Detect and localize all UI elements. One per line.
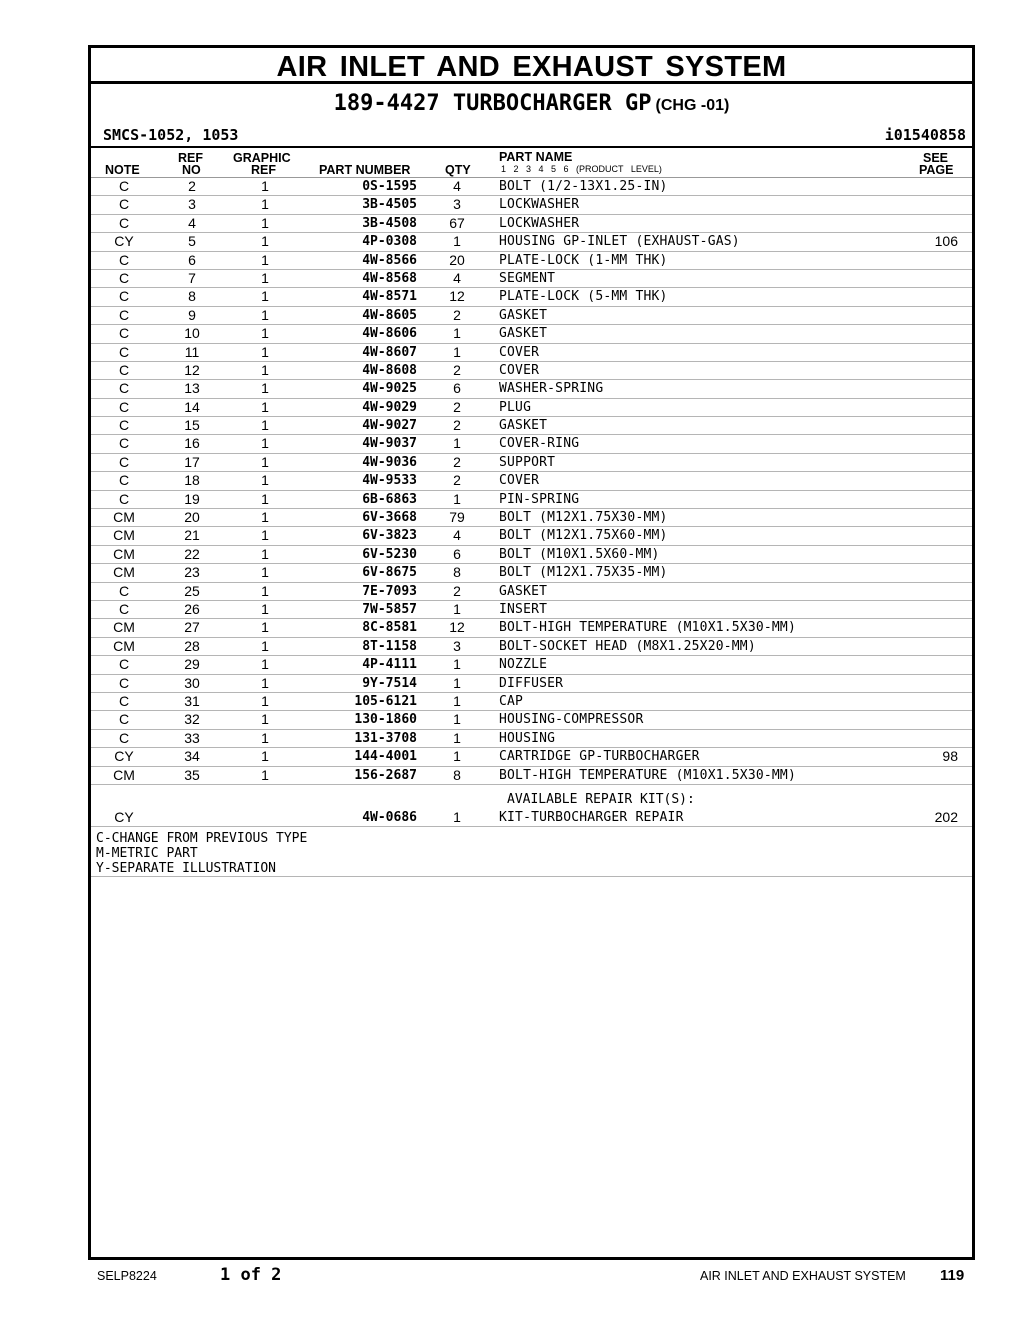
qty-cell: 20 — [449, 251, 465, 268]
part-number-cell: 6V-3823 — [362, 528, 417, 544]
part-number-cell: 144-4001 — [354, 749, 417, 765]
qty-cell: 1 — [453, 325, 461, 342]
table-row — [91, 307, 972, 325]
part-name-cell: COVER-RING — [499, 436, 580, 452]
part-name-cell: BOLT-HIGH TEMPERATURE (M10X1.5X30-MM) — [499, 620, 796, 636]
qty-cell: 2 — [453, 582, 461, 599]
ref-no-cell: 16 — [184, 435, 200, 452]
part-number-cell: 6V-3668 — [362, 510, 417, 526]
smcs-row — [91, 124, 972, 148]
table-row — [91, 270, 972, 288]
part-number-cell: 130-1860 — [354, 712, 417, 728]
note-cell: C — [118, 711, 130, 728]
qty-cell: 2 — [453, 398, 461, 415]
part-name-cell: CAP — [499, 693, 524, 709]
qty-cell: 8 — [453, 564, 461, 581]
ref-no-cell: 28 — [184, 637, 200, 654]
table-row — [91, 809, 972, 827]
graphic-ref-cell: 1 — [261, 361, 269, 378]
note-cell: C — [118, 178, 130, 194]
note-cell: CY — [114, 748, 134, 765]
qty-cell: 1 — [453, 435, 461, 452]
part-name-cell: LOCKWASHER — [499, 197, 580, 213]
part-name-cell: SEGMENT — [499, 270, 556, 286]
table-row — [91, 675, 972, 693]
table-row — [91, 748, 972, 766]
part-name-cell: DIFFUSER — [499, 675, 564, 691]
part-name-cell: BOLT-SOCKET HEAD (M8X1.25X20-MM) — [499, 638, 756, 654]
group-subtitle — [91, 84, 972, 124]
qty-cell: 79 — [449, 509, 465, 526]
ref-no-cell: 21 — [184, 527, 200, 544]
part-number-cell: 4W-8607 — [362, 344, 417, 360]
ref-no-cell: 3 — [188, 196, 196, 213]
table-row — [91, 178, 972, 196]
part-name-cell: COVER — [499, 362, 540, 378]
repair-kit-heading-row — [91, 785, 972, 809]
part-number-cell: 7W-5857 — [362, 601, 417, 617]
table-row — [91, 233, 972, 251]
part-number-cell: 105-6121 — [354, 693, 417, 709]
part-number-cell: 4W-9027 — [362, 418, 417, 434]
qty-cell: 2 — [453, 472, 461, 489]
ref-no-cell: 17 — [184, 453, 200, 470]
part-name-cell: NOZZLE — [499, 657, 548, 673]
part-name-cell: GASKET — [499, 326, 548, 342]
part-name-cell: PIN-SPRING — [499, 491, 580, 507]
ref-no-cell: 9 — [188, 306, 196, 323]
part-name-cell: BOLT (1/2-13X1.25-IN) — [499, 179, 668, 194]
note-cell: C — [118, 656, 130, 673]
note-cell: CY — [114, 808, 134, 825]
graphic-ref-cell: 1 — [261, 490, 269, 507]
ref-no-cell: 6 — [188, 251, 196, 268]
part-number-cell: 4W-8571 — [362, 289, 417, 305]
part-number-cell: 4W-8568 — [362, 270, 417, 286]
part-name-cell: INSERT — [499, 601, 548, 617]
graphic-ref-cell: 1 — [261, 692, 269, 709]
qty-cell: 4 — [453, 527, 461, 544]
qty-cell: 1 — [453, 600, 461, 617]
ref-no-cell: 32 — [184, 711, 200, 728]
part-number-cell: 8T-1158 — [362, 638, 417, 654]
table-row — [91, 215, 972, 233]
graphic-ref-cell: 1 — [261, 472, 269, 489]
ref-no-cell: 27 — [184, 619, 200, 636]
part-number-cell: 4W-9029 — [362, 399, 417, 415]
graphic-ref-cell: 1 — [261, 729, 269, 746]
note-cell: C — [118, 306, 130, 323]
qty-cell: 1 — [453, 748, 461, 765]
ref-no-cell: 11 — [184, 343, 200, 360]
footer-page-number: 119 — [940, 1267, 965, 1284]
note-cell: C — [118, 674, 130, 691]
graphic-ref-cell: 1 — [261, 453, 269, 470]
ref-no-cell: 29 — [184, 656, 200, 673]
part-name-cell: BOLT (M12X1.75X35-MM) — [499, 565, 668, 581]
graphic-ref-cell: 1 — [261, 288, 269, 305]
note-cell: C — [118, 692, 130, 709]
note-cell: C — [118, 325, 130, 342]
part-name-cell: GASKET — [499, 583, 548, 599]
part-number-cell: 8C-8581 — [362, 620, 417, 636]
table-row — [91, 491, 972, 509]
see-page-cell: 98 — [942, 748, 958, 765]
part-number-cell: 4P-0308 — [362, 234, 417, 250]
note-cell: CM — [113, 637, 135, 654]
qty-cell: 2 — [453, 417, 461, 434]
part-name-cell: KIT-TURBOCHARGER REPAIR — [499, 809, 684, 825]
graphic-ref-cell: 1 — [261, 656, 269, 673]
part-name-cell: BOLT-HIGH TEMPERATURE (M10X1.5X30-MM) — [499, 767, 796, 783]
note-cell: C — [118, 729, 130, 746]
part-name-cell: HOUSING-COMPRESSOR — [499, 712, 644, 728]
qty-cell: 8 — [453, 766, 461, 783]
graphic-ref-cell: 1 — [261, 214, 269, 231]
graphic-ref-cell: 1 — [261, 196, 269, 213]
qty-cell: 1 — [453, 233, 461, 250]
part-name-cell: BOLT (M12X1.75X60-MM) — [499, 528, 668, 544]
graphic-ref-cell: 1 — [261, 748, 269, 765]
qty-cell: 1 — [453, 808, 461, 825]
note-cell: C — [118, 269, 130, 286]
table-row — [91, 380, 972, 398]
ref-no-cell: 5 — [188, 233, 196, 250]
col-qty: QTY — [445, 163, 471, 177]
qty-cell: 1 — [453, 490, 461, 507]
table-row — [91, 546, 972, 564]
part-name-cell: COVER — [499, 344, 540, 360]
graphic-ref-cell: 1 — [261, 269, 269, 286]
part-number-cell: 131-3708 — [354, 730, 417, 746]
part-number-cell: 0S-1595 — [362, 179, 417, 194]
ref-no-cell: 35 — [184, 766, 200, 783]
table-row — [91, 325, 972, 343]
ref-no-cell: 30 — [184, 674, 200, 691]
part-name-cell: PLATE-LOCK (1-MM THK) — [499, 252, 668, 268]
ref-no-cell: 14 — [184, 398, 200, 415]
note-cell: CY — [114, 233, 134, 250]
part-number-cell: 4W-9025 — [362, 381, 417, 397]
note-cell: C — [118, 361, 130, 378]
part-number-cell: 6B-6863 — [362, 491, 417, 507]
qty-cell: 1 — [453, 656, 461, 673]
part-number-cell: 4W-8605 — [362, 307, 417, 323]
part-number-cell: 4W-9036 — [362, 454, 417, 470]
qty-cell: 1 — [453, 674, 461, 691]
graphic-ref-cell: 1 — [261, 435, 269, 452]
graphic-ref-cell: 1 — [261, 325, 269, 342]
qty-cell: 12 — [449, 619, 465, 636]
note-cell: CM — [113, 509, 135, 526]
graphic-ref-cell: 1 — [261, 545, 269, 562]
part-name-cell: BOLT (M12X1.75X30-MM) — [499, 510, 668, 526]
part-number-cell: 4P-4111 — [362, 657, 417, 673]
col-graphic-bottom: REF — [251, 163, 276, 177]
part-name-cell: HOUSING GP-INLET (EXHAUST-GAS) — [499, 234, 740, 250]
footer-doc-code: SELP8224 — [97, 1269, 157, 1283]
graphic-ref-cell: 1 — [261, 674, 269, 691]
graphic-ref-cell: 1 — [261, 233, 269, 250]
qty-cell: 2 — [453, 361, 461, 378]
legend-note: Y-SEPARATE ILLUSTRATION — [96, 861, 277, 877]
graphic-ref-cell: 1 — [261, 766, 269, 783]
qty-cell: 1 — [453, 711, 461, 728]
graphic-ref-cell: 1 — [261, 398, 269, 415]
col-see-bottom: PAGE — [919, 163, 954, 177]
footer-page-of: 1 of 2 — [220, 1265, 282, 1285]
graphic-ref-cell: 1 — [261, 251, 269, 268]
legend-note: M-METRIC PART — [96, 846, 198, 862]
table-row — [91, 564, 972, 582]
ref-no-cell: 4 — [188, 214, 196, 231]
note-cell: CM — [113, 564, 135, 581]
parts-table-body — [91, 178, 972, 785]
part-number-cell: 3B-4508 — [362, 215, 417, 231]
col-graphic-top: GRAPHIC — [233, 151, 291, 165]
part-number-cell: 7E-7093 — [362, 583, 417, 599]
part-name-cell: GASKET — [499, 418, 548, 434]
graphic-ref-cell: 1 — [261, 417, 269, 434]
ref-no-cell: 26 — [184, 600, 200, 617]
qty-cell: 4 — [453, 269, 461, 286]
see-page-cell: 106 — [934, 233, 958, 250]
part-name-cell: PLUG — [499, 399, 532, 415]
ref-no-cell: 2 — [188, 178, 196, 194]
note-cell: C — [118, 343, 130, 360]
part-name-cell: LOCKWASHER — [499, 215, 580, 231]
part-name-cell: HOUSING — [499, 730, 556, 746]
graphic-ref-cell: 1 — [261, 637, 269, 654]
table-row — [91, 527, 972, 545]
note-cell: C — [118, 472, 130, 489]
qty-cell: 6 — [453, 380, 461, 397]
table-row — [91, 399, 972, 417]
part-name-cell: PLATE-LOCK (5-MM THK) — [499, 289, 668, 305]
col-part-name: PART NAME — [499, 150, 573, 164]
page-footer — [0, 1262, 1020, 1292]
ref-no-cell: 10 — [184, 325, 200, 342]
ref-no-cell: 31 — [184, 692, 200, 709]
col-product-levels: 1 2 3 4 5 6 (PRODUCT LEVEL) — [501, 164, 662, 174]
group-part-title: 189-4427 TURBOCHARGER GP — [333, 91, 652, 116]
ref-no-cell: 19 — [184, 490, 200, 507]
repair-kit-heading: AVAILABLE REPAIR KIT(S): — [507, 791, 695, 807]
part-name-cell: COVER — [499, 473, 540, 489]
part-name-cell: WASHER-SPRING — [499, 381, 604, 397]
note-cell: C — [118, 417, 130, 434]
qty-cell: 6 — [453, 545, 461, 562]
graphic-ref-cell: 1 — [261, 509, 269, 526]
part-name-cell: BOLT (M10X1.5X60-MM) — [499, 546, 660, 562]
note-cell: C — [118, 251, 130, 268]
graphic-ref-cell: 1 — [261, 527, 269, 544]
see-page-cell: 202 — [934, 808, 958, 825]
table-row — [91, 344, 972, 362]
table-row — [91, 288, 972, 306]
ref-no-cell: 7 — [188, 269, 196, 286]
part-number-cell: 6V-8675 — [362, 565, 417, 581]
parts-page-frame — [88, 45, 975, 1260]
note-cell: C — [118, 380, 130, 397]
ref-no-cell: 13 — [184, 380, 200, 397]
table-row — [91, 583, 972, 601]
repair-kit-table-body — [91, 809, 972, 827]
part-number-cell: 4W-8566 — [362, 252, 417, 268]
graphic-ref-cell: 1 — [261, 582, 269, 599]
ref-no-cell: 20 — [184, 509, 200, 526]
col-see-top: SEE — [923, 151, 949, 165]
table-row — [91, 638, 972, 656]
graphic-ref-cell: 1 — [261, 343, 269, 360]
qty-cell: 3 — [453, 637, 461, 654]
table-row — [91, 693, 972, 711]
note-cell: C — [118, 288, 130, 305]
qty-cell: 3 — [453, 196, 461, 213]
col-ref-bottom: NO — [182, 163, 201, 177]
ref-no-cell: 15 — [184, 417, 200, 434]
note-cell: C — [118, 196, 130, 213]
note-cell: C — [118, 398, 130, 415]
note-cell: CM — [113, 766, 135, 783]
graphic-ref-cell: 1 — [261, 619, 269, 636]
qty-cell: 1 — [453, 692, 461, 709]
change-level: (CHG -01) — [655, 97, 730, 114]
table-row — [91, 417, 972, 435]
table-row — [91, 730, 972, 748]
part-number-cell: 4W-8606 — [362, 326, 417, 342]
part-number-cell: 4W-9533 — [362, 473, 417, 489]
note-cell: C — [118, 435, 130, 452]
ref-no-cell: 34 — [184, 748, 200, 765]
legend-notes — [91, 827, 972, 877]
part-number-cell: 4W-0686 — [362, 809, 417, 825]
graphic-ref-cell: 1 — [261, 711, 269, 728]
part-number-cell: 9Y-7514 — [362, 675, 417, 691]
table-row — [91, 656, 972, 674]
ref-no-cell: 12 — [184, 361, 200, 378]
part-name-cell: CARTRIDGE GP-TURBOCHARGER — [499, 749, 700, 765]
smcs-codes: SMCS-1052, 1053 — [103, 126, 239, 144]
ref-no-cell: 33 — [184, 729, 200, 746]
graphic-ref-cell: 1 — [261, 306, 269, 323]
table-row — [91, 711, 972, 729]
table-row — [91, 472, 972, 490]
graphic-ref-cell: 1 — [261, 564, 269, 581]
note-cell: C — [118, 490, 130, 507]
graphic-ref-cell: 1 — [261, 380, 269, 397]
graphic-ref-cell: 1 — [261, 178, 269, 194]
col-part-number: PART NUMBER — [319, 163, 411, 177]
table-row — [91, 619, 972, 637]
page-title: AIR INLET AND EXHAUST SYSTEM — [91, 48, 972, 84]
note-cell: C — [118, 453, 130, 470]
part-number-cell: 156-2687 — [354, 767, 417, 783]
table-row — [91, 252, 972, 270]
part-number-cell: 3B-4505 — [362, 197, 417, 213]
ref-no-cell: 8 — [188, 288, 196, 305]
graphic-ref-cell: 1 — [261, 600, 269, 617]
ref-no-cell: 18 — [184, 472, 200, 489]
ref-no-cell: 25 — [184, 582, 200, 599]
qty-cell: 2 — [453, 453, 461, 470]
part-number-cell: 6V-5230 — [362, 546, 417, 562]
note-cell: CM — [113, 527, 135, 544]
note-cell: CM — [113, 619, 135, 636]
col-ref-top: REF — [178, 151, 203, 165]
col-note: NOTE — [105, 163, 140, 177]
table-row — [91, 601, 972, 619]
footer-section: AIR INLET AND EXHAUST SYSTEM — [700, 1269, 906, 1283]
ref-no-cell: 23 — [184, 564, 200, 581]
qty-cell: 4 — [453, 178, 461, 194]
part-number-cell: 4W-9037 — [362, 436, 417, 452]
table-row — [91, 509, 972, 527]
illustration-id: i01540858 — [884, 126, 966, 144]
note-cell: C — [118, 582, 130, 599]
ref-no-cell: 22 — [184, 545, 200, 562]
table-row — [91, 454, 972, 472]
note-cell: C — [118, 214, 130, 231]
note-cell: CM — [113, 545, 135, 562]
qty-cell: 1 — [453, 343, 461, 360]
part-name-cell: GASKET — [499, 307, 548, 323]
table-row — [91, 767, 972, 785]
table-row — [91, 435, 972, 453]
note-cell: C — [118, 600, 130, 617]
qty-cell: 12 — [449, 288, 465, 305]
qty-cell: 67 — [449, 214, 465, 231]
legend-note: C-CHANGE FROM PREVIOUS TYPE — [96, 831, 308, 847]
column-header — [91, 148, 972, 178]
part-number-cell: 4W-8608 — [362, 362, 417, 378]
part-name-cell: SUPPORT — [499, 454, 556, 470]
qty-cell: 1 — [453, 729, 461, 746]
qty-cell: 2 — [453, 306, 461, 323]
table-row — [91, 196, 972, 214]
table-row — [91, 362, 972, 380]
